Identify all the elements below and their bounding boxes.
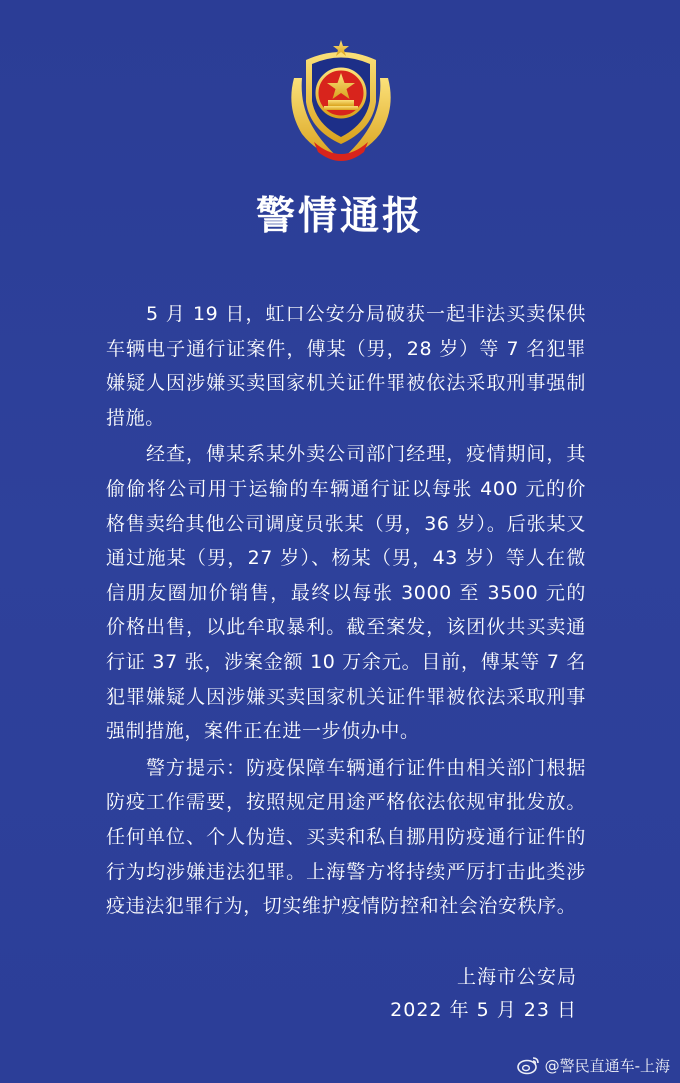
weibo-watermark xyxy=(517,1052,670,1078)
notice-paragraph-2: 经查，傅某系某外卖公司部门经理，疫情期间，其偷偷将公司用于运输的车辆通行证以每张 400 元的价格售卖给其他公司调度员张某（男，36 岁）。后张某又通过施某（男，27 岁）、杨某（男，43 岁）等人在微信朋友圈加价销售，最终以每张 3000 至 3500 元的价格出售，以此牟取暴利。截至案发，该团伙共买卖通行证 37 张，涉案金额 10 万余元。目前，傅某等 7 名犯罪嫌疑人因涉嫌买卖国家机关证件罪被依法采取刑事强制措施，案件正在进一步侦办中。 xyxy=(106,443,586,743)
weibo-icon xyxy=(517,1055,541,1075)
signature-date: 2022 年 5 月 23 日 xyxy=(390,999,577,1021)
notice-paragraph-3: 警方提示：防疫保障车辆通行证件由相关部门根据防疫工作需要，按照规定用途严格依法依规审批发放。任何单位、个人伪造、买卖和私自挪用防疫通行证件的行为均涉嫌违法犯罪。上海警方将持续严厉打击此类涉疫违法犯罪行为，切实维护疫情防控和社会治安秩序。 xyxy=(106,756,586,918)
watermark-text: @警民直通车-上海 xyxy=(544,1056,670,1075)
notice-title: 警情通报 xyxy=(255,194,424,239)
police-emblem-icon xyxy=(280,38,402,166)
notice-paragraph-1: 5 月 19 日，虹口公安分局破获一起非法买卖保供车辆电子通行证案件，傅某（男，28 岁）等 7 名犯罪嫌疑人因涉嫌买卖国家机关证件罪被依法采取刑事强制措施。 xyxy=(106,303,586,429)
signature-organization: 上海市公安局 xyxy=(456,966,577,988)
notice-body xyxy=(106,297,586,924)
